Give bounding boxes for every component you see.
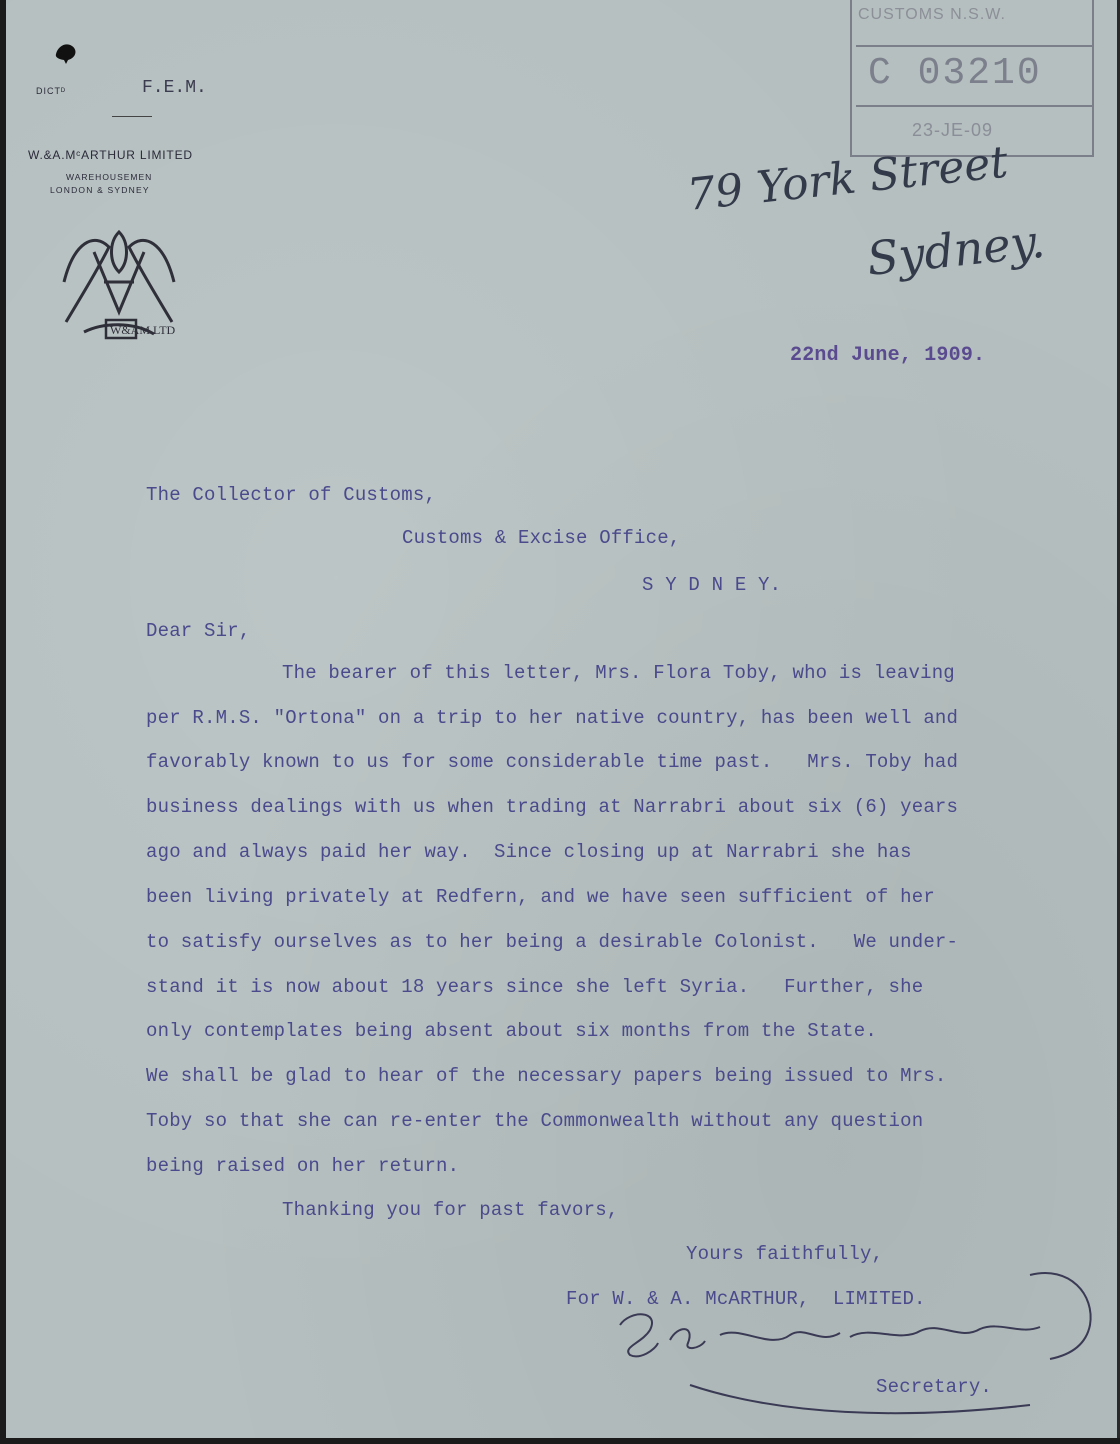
scan-edge-bottom	[0, 1438, 1120, 1444]
body-line: favorably known to us for some considerable time past. Mrs. Toby had	[146, 751, 959, 773]
signatory-title: Secretary.	[876, 1376, 993, 1398]
closing-thanks: Thanking you for past favors,	[282, 1199, 619, 1221]
body-line: We shall be glad to hear of the necessary papers being issued to Mrs.	[146, 1065, 947, 1087]
handwritten-signature	[600, 1255, 1100, 1435]
recipient-line-1: The Collector of Customs,	[146, 484, 437, 506]
valediction: Yours faithfully,	[686, 1243, 884, 1265]
recipient-line-2: Customs & Excise Office,	[402, 527, 681, 549]
company-locations: LONDON & SYDNEY	[50, 185, 150, 195]
ink-mark-icon	[52, 40, 80, 66]
body-line: only contemplates being absent about six months from the State.	[146, 1020, 877, 1042]
body-line: ago and always paid her way. Since closing up at Narrabri she has	[146, 841, 912, 863]
body-line: to satisfy ourselves as to her being a desirable Colonist. We under-	[146, 931, 959, 953]
monogram-ltd-text: W&AM LTD	[110, 323, 176, 337]
company-monogram-logo	[54, 212, 184, 352]
dictation-rule	[112, 116, 152, 117]
body-line: being raised on her return.	[146, 1155, 460, 1177]
letter-date: 22nd June, 1909.	[790, 344, 986, 367]
body-line: per R.M.S. "Ortona" on a trip to her native country, has been well and	[146, 707, 959, 729]
dictation-initials: F.E.M.	[142, 78, 207, 98]
body-line: stand it is now about 18 years since she left Syria. Further, she	[146, 976, 924, 998]
scan-edge-left	[0, 0, 6, 1444]
company-name: W.&A.MᶜARTHUR LIMITED	[28, 148, 193, 162]
address-city: Sydney.	[864, 213, 1048, 286]
recipient-line-3: S Y D N E Y.	[642, 574, 782, 596]
receipt-stamp-number: C 03210	[868, 52, 1042, 95]
body-line: The bearer of this letter, Mrs. Flora Toby, who is leaving	[282, 662, 955, 684]
address-street: 79 York Street	[684, 136, 1011, 221]
dictation-label: DICTᴰ	[36, 86, 67, 96]
company-tagline: WAREHOUSEMEN	[66, 172, 153, 182]
body-line: business dealings with us when trading at Narrabri about six (6) years	[146, 796, 959, 818]
body-line: Toby so that she can re-enter the Commonwealth without any question	[146, 1110, 924, 1132]
receipt-stamp-date: 23-JE-09	[912, 120, 994, 140]
receipt-stamp-header: CUSTOMS N.S.W.	[858, 6, 1006, 23]
signatory-company: For W. & A. McARTHUR, LIMITED.	[566, 1288, 926, 1310]
body-line: been living privately at Redfern, and we have seen sufficient of her	[146, 886, 935, 908]
salutation: Dear Sir,	[146, 620, 251, 642]
